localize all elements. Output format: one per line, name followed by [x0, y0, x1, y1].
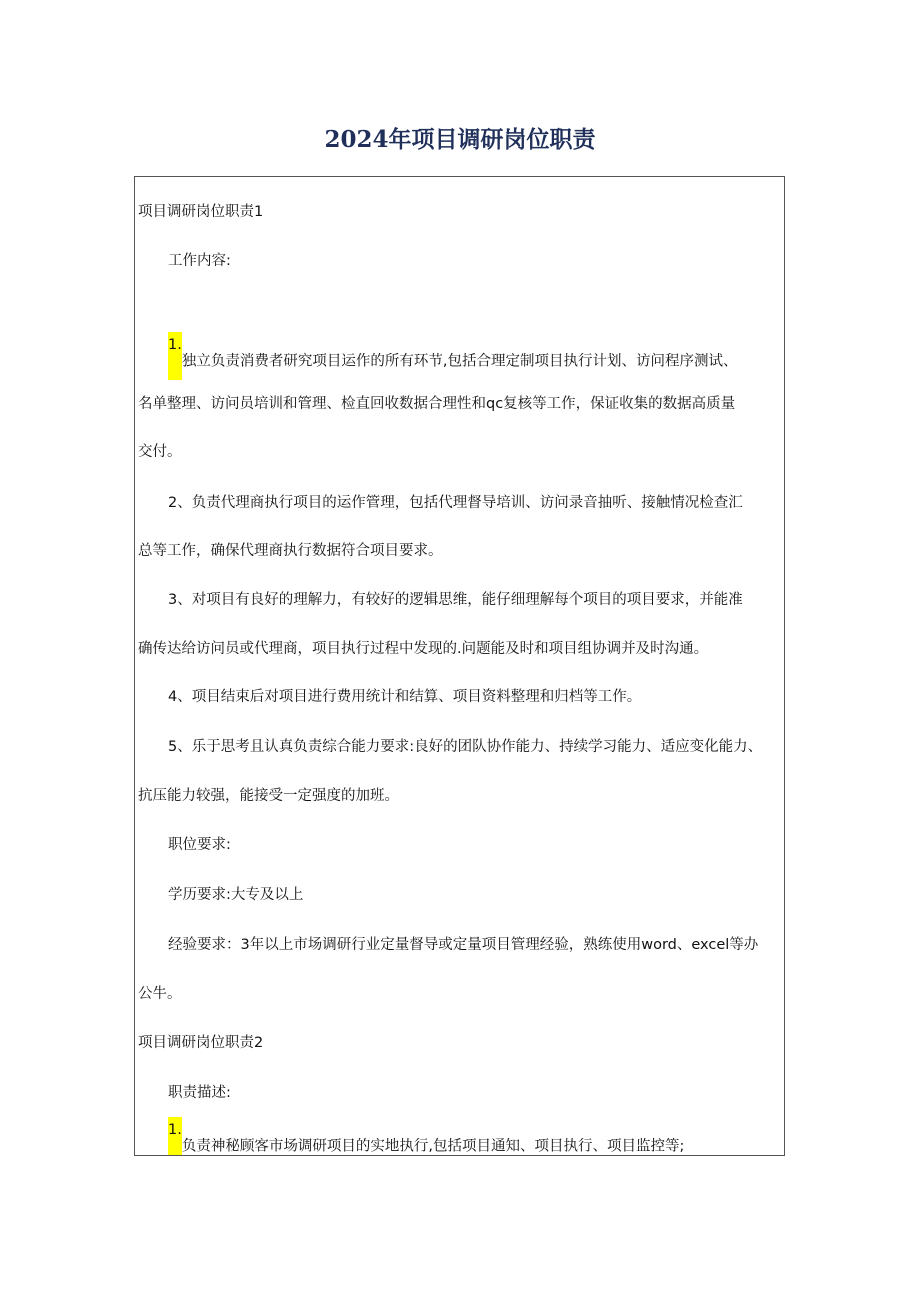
item-1-number: 1. [168, 1122, 182, 1138]
experience-line-2: 公牛。 [138, 986, 182, 1002]
item-3-line-2: 确传达给访问员或代理商，项目执行过程中发现的.问题能及时和项目组协调并及时沟通。 [138, 641, 709, 657]
section-heading-1: 项目调研岗位职责1 [138, 204, 264, 220]
item-1-line-1 [135, 337, 738, 370]
item-1-text: 独立负责消费者研究项目运作的所有环节,包括合理定制项目执行计划、访问程序测试、 [181, 353, 738, 370]
item-1-line-3: 交付。 [138, 444, 182, 460]
item-1-line-2: 名单整理、访问员培训和管理、检直回收数据合理性和qc复核等工作，保证收集的数据高质量 [138, 396, 736, 412]
item-1-number: 1. [168, 337, 182, 353]
section-2-item-1-text: 负责神秘顾客市场调研项目的实地执行,包括项目通知、项目执行、项目监控等; [181, 1138, 685, 1155]
section-heading-2: 项目调研岗位职责2 [138, 1035, 264, 1051]
highlight-marker [168, 332, 182, 380]
job-requirements-label: 职位要求: [168, 837, 231, 853]
work-content-label: 工作内容: [168, 253, 231, 269]
item-2-line-1: 2、负责代理商执行项目的运作管理，包括代理督导培训、访问录音抽听、接触情况检查汇 [168, 495, 743, 511]
item-4-line-1: 4、项目结束后对项目进行费用统计和结算、项目资料整理和归档等工作。 [168, 689, 642, 705]
highlight-marker [168, 1117, 182, 1156]
item-2-line-2: 总等工作，确保代理商执行数据符合项目要求。 [138, 543, 443, 559]
section-2-item-1-line-1 [135, 1122, 685, 1155]
document-title: 2024年项目调研岗位职责 [324, 126, 596, 153]
item-5-line-2: 抗压能力较强，能接受一定强度的加班。 [138, 788, 399, 804]
item-5-line-1: 5、乐于思考且认真负责综合能力要求:良好的团队协作能力、持续学习能力、适应变化能力、 [168, 739, 763, 755]
experience-line-1: 经验要求：3年以上市场调研行业定量督导或定量项目管理经验，熟练使用word、excel等办 [168, 937, 759, 953]
duty-description-label: 职责描述: [168, 1085, 231, 1101]
education-requirement: 学历要求:大专及以上 [168, 887, 304, 903]
item-3-line-1: 3、对项目有良好的理解力，有较好的逻辑思维，能仔细理解每个项目的项目要求，并能准 [168, 592, 743, 608]
content-frame [134, 176, 785, 1156]
